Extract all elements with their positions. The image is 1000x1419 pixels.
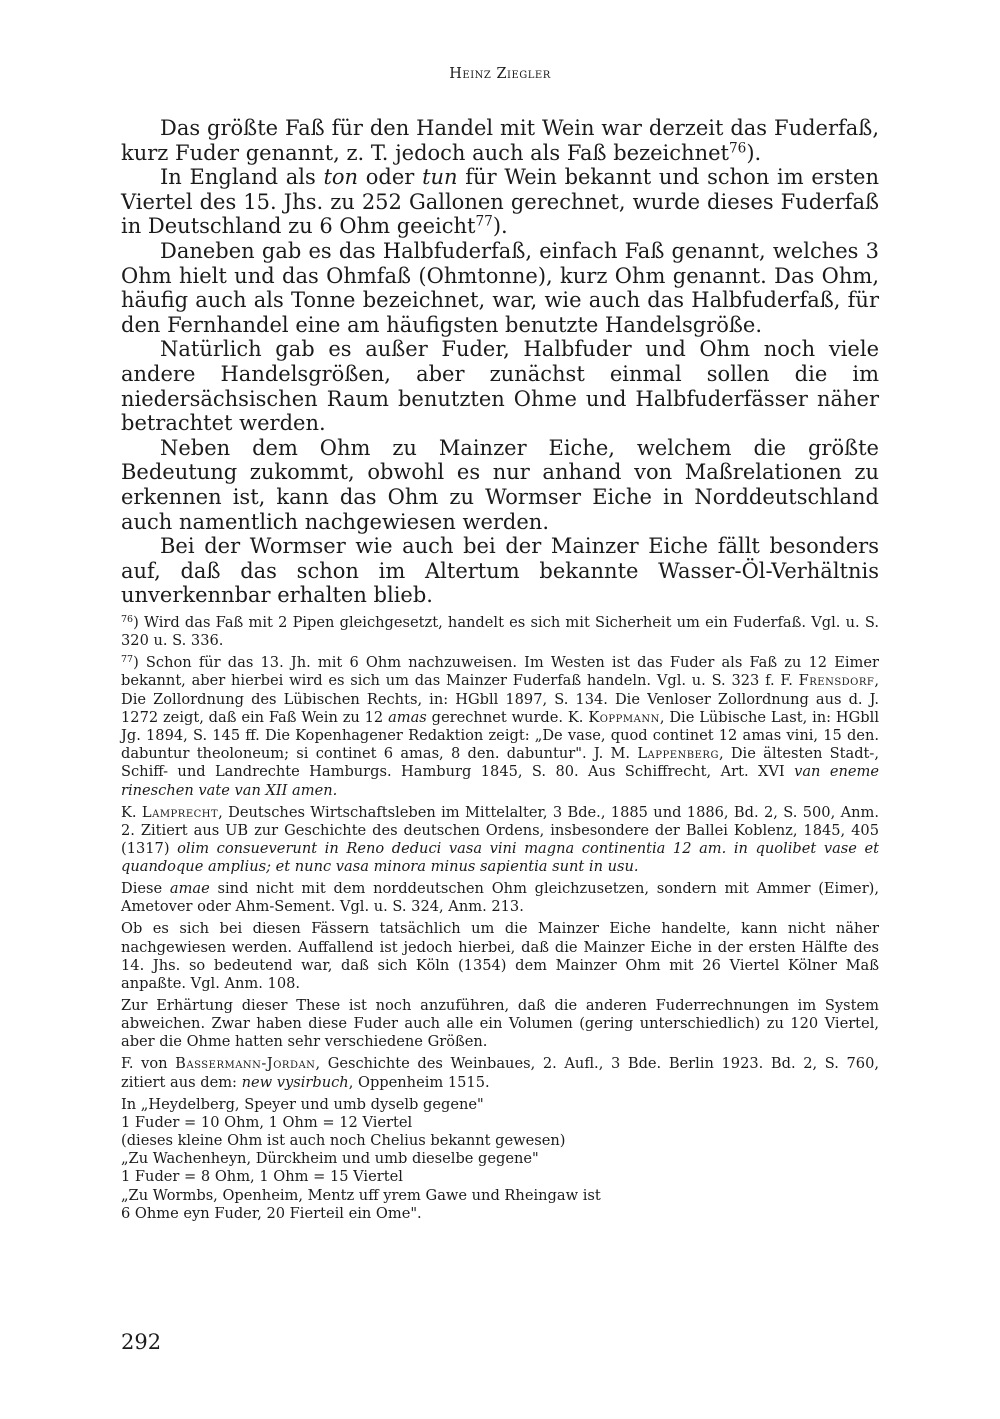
quote-line-1: In „Heydelberg, Speyer und umb dyselb gegene"	[121, 1095, 484, 1113]
paragraph-4: Natürlich gab es außer Fuder, Halbfuder und Ohm noch viele andere Handelsgrößen, aber zunächst einmal sollen die im niedersächsischen Raum benutzten Ohme und Halbfuderfässer näher betrachtet werden.	[121, 337, 879, 436]
footnote-ref-76: 76	[728, 140, 747, 157]
running-head	[0, 66, 1000, 82]
author-bassermann-jordan: Bassermann-Jordan	[175, 1055, 316, 1073]
term-ton: ton	[323, 165, 359, 190]
footnote-77-text-d: , Die Lübische Last, in: HGbll Jg. 1894, S. 145 ff. Die Kopenhagener Redaktion zeigt: „De vase, quod continet 12 amas vini, 15 den. dabuntur theoloneum; si continet 6 amas, 8 den. dabuntur". J. M.	[121, 708, 879, 763]
footnote-76-text: ) Wird das Faß mit 2 Pipen gleichgesetzt, handelt es sich mit Sicherheit um ein Fuderfaß. Vgl. u. S. 320 u. S. 336.	[121, 614, 879, 650]
quote-line-7: 6 Ohme eyn Fuder, 20 Fierteil ein Ome".	[121, 1204, 422, 1222]
footnote-77-text-c: gerechnet wurde. K.	[426, 708, 589, 726]
footnote-76	[121, 614, 879, 650]
quote-line-5: 1 Fuder = 8 Ohm, 1 Ohm = 15 Viertel	[121, 1168, 403, 1186]
note-bassermann-text-a: F. von	[121, 1055, 176, 1073]
paragraph-2-text-b: oder	[358, 165, 423, 190]
author-koppmann: Koppmann	[588, 708, 660, 726]
note-amae	[121, 880, 879, 916]
footnote-ref-77: 77	[475, 213, 493, 230]
footnote-77-text-e: , Die ältesten Stadt-, Schiff- und Landrechte Hamburgs. Hamburg 1845, S. 80. Aus Schiffrecht, Art. XVI	[121, 745, 879, 781]
note-lamprecht	[121, 804, 879, 877]
quote-line-6: „Zu Wormbs, Openheim, Mentz uff yrem Gawe und Rheingaw ist	[121, 1186, 601, 1204]
note-bassermann	[121, 1055, 879, 1091]
paragraph-3: Daneben gab es das Halbfuderfaß, einfach Faß genannt, welches 3 Ohm hielt und das Ohmfaß (Ohmtonne), kurz Ohm genannt. Das Ohm, häufig auch als Tonne bezeichnet, war, wie auch das Halbfuderfaß, für den Fernhandel eine am häufigsten benutzte Handelsgröße.	[121, 238, 879, 337]
quote-line-4: „Zu Wachenheyn, Dürckheim und umb dieselbe gegene"	[121, 1150, 539, 1168]
paragraph-1-text: Das größte Faß für den Handel mit Wein war derzeit das Fuderfaß, kurz Fuder genannt, z. T. jedoch auch als Faß bezeichnet	[121, 116, 879, 165]
note-amae-text-a: Diese	[121, 880, 170, 898]
author-lappenberg: Lappenberg	[637, 745, 719, 763]
term-tun: tun	[422, 165, 458, 190]
footnote-77-text-b: , Die Zollordnung des Lübischen Rechts, in: HGbll 1897, S. 134. Die Venloser Zollordnung aus d. J. 1272 zeigt, daß ein Faß Wein zu 12	[121, 672, 879, 726]
paragraph-5: Neben dem Ohm zu Mainzer Eiche, welchem die größte Bedeutung zukommt, obwohl es nur anhand von Maßrelationen zu erkennen ist, kann das Ohm zu Wormser Eiche in Norddeutschland auch namentlich nachgewiesen werden.	[121, 435, 879, 534]
paragraph-2-text-c: für Wein bekannt und schon im ersten Viertel des 15. Jhs. zu 252 Gallonen gerechnet, wurde dieses Fuderfaß in Deutschland zu 6 Ohm geeicht	[121, 165, 879, 239]
paragraph-2	[121, 165, 879, 239]
author-frensdorf: Frensdorf	[798, 672, 875, 690]
quote-latin: olim consueverunt in Reno deduci vasa vini magna continentia 12 am. in quolibet vase et quandoque amplius; et nunc vasa minora minus sapientia sunt in usu.	[121, 840, 879, 876]
paragraph-2-end: ).	[492, 214, 508, 239]
quote-schiffrecht: van eneme rineschen vate van XII amen.	[121, 763, 879, 799]
note-amae-text-b: sind nicht mit dem norddeutschen Ohm gleichzusetzen, sondern mit Ammer (Eimer), Ametover oder Ahm-Sement. Vgl. u. S. 324, Anm. 213.	[121, 880, 879, 916]
author-lamprecht: Lamprecht	[141, 803, 219, 821]
note-mainzer-eiche: Ob es sich bei diesen Fässern tatsächlich um die Mainzer Eiche handelte, kann nicht näher nachgewiesen werden. Auffallend ist jedoch hierbei, daß die Mainzer Eiche in der ersten Hälfte des 14. Jhs. so bedeutend war, daß sich Köln (1354) dem Mainzer Ohm mit 26 Viertel Kölner Maß anpaßte. Vgl. Anm. 108.	[121, 920, 879, 993]
running-head-text: Heinz Ziegler	[449, 66, 551, 82]
footnotes	[121, 614, 879, 1223]
paragraph-2-text-a: In England als	[160, 165, 324, 190]
note-lamprecht-text-a: K.	[121, 803, 142, 821]
footnote-77-mark: 77	[121, 653, 134, 665]
paragraph-1	[121, 116, 879, 165]
note-bassermann-text-b: , Geschichte des Weinbaues, 2. Aufl., 3 Bde. Berlin 1923. Bd. 2, S. 760, zitiert aus dem:	[121, 1055, 879, 1091]
paragraph-1-end: ).	[746, 140, 762, 165]
quote-line-2: 1 Fuder = 10 Ohm, 1 Ohm = 12 Viertel	[121, 1113, 413, 1131]
title-new-vysirbuch: new vysirbuch	[241, 1073, 349, 1091]
note-bassermann-text-c: , Oppenheim 1515.	[348, 1073, 490, 1091]
note-erhaertung: Zur Erhärtung dieser These ist noch anzuführen, daß die anderen Fuderrechnungen im System abweichen. Zwar haben diese Fuder auch alle ein Volumen (gering unterschiedlich) zu 120 Viertel, aber die Ohme hatten sehr verschiedene Größen.	[121, 997, 879, 1051]
footnote-77-text-a: ) Schon für das 13. Jh. mit 6 Ohm nachzuweisen. Im Westen ist das Fuder als Faß zu 12 Eimer bekannt, aber hierbei wird es sich um das Mainzer Fuderfaß handeln. Vgl. u. S. 323 f. F.	[121, 654, 879, 690]
footnote-77	[121, 654, 879, 800]
page-number: 292	[121, 1330, 162, 1354]
quote-line-3: (dieses kleine Ohm ist auch noch Chelius bekannt gewesen)	[121, 1132, 566, 1150]
note-lamprecht-text-b: , Deutsches Wirtschaftsleben im Mittelalter, 3 Bde., 1885 und 1886, Bd. 2, S. 500, Anm. 2. Zitiert aus UB zur Geschichte des deutschen Ordens, insbesondere der Ballei Koblenz, 1845, 405 (1317)	[121, 803, 879, 858]
term-amas: amas	[388, 708, 427, 726]
main-text	[121, 116, 879, 608]
term-amae: amae	[169, 880, 210, 898]
footnote-76-mark: 76	[121, 613, 134, 625]
paragraph-6: Bei der Wormser wie auch bei der Mainzer Eiche fällt besonders auf, daß das schon im Altertum bekannte Wasser-Öl-Verhältnis unverkennbar erhalten blieb.	[121, 534, 879, 608]
